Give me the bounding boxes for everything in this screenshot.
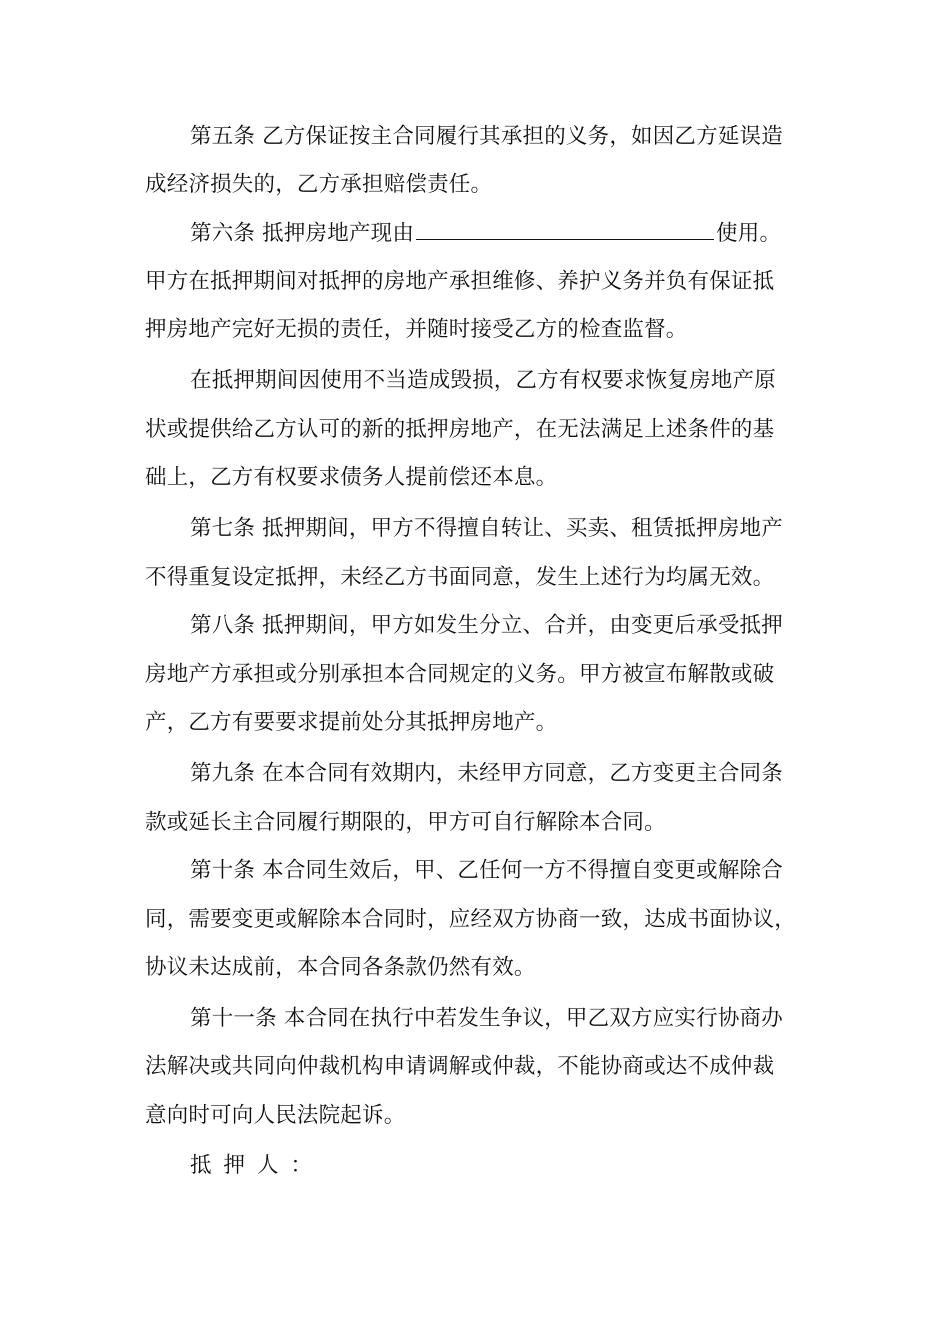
mortgagor-signature-label: 抵押人： [190,1153,325,1178]
article-11-line-3: 意向时可向人民法院起诉。 [145,1103,406,1128]
article-6-lead-text: 第六条 抵押房地产现由 [190,221,415,246]
article-5-line-2: 成经济损失的，乙方承担赔偿责任。 [145,172,493,197]
article-10-line-3: 协议未达成前，本合同各条款仍然有效。 [145,955,536,980]
article-11-line-1: 第十一条 本合同在执行中若发生争议，甲乙双方应实行协商办 [190,1006,783,1031]
article-6-line-3: 押房地产完好无损的责任，并随时接受乙方的检查监督。 [145,317,688,342]
article-6-line-2: 甲方在抵押期间对抵押的房地产承担维修、养护义务并负有保证抵 [145,269,775,294]
article-8-line-1: 第八条 抵押期间，甲方如发生分立、合并，由变更后承受抵押 [190,613,783,638]
article-10-line-1: 第十条 本合同生效后，甲、乙任何一方不得擅自变更或解除合 [190,858,783,883]
user-blank [416,219,714,240]
article-7-line-2: 不得重复设定抵押，未经乙方书面同意，发生上述行为均属无效。 [145,565,775,590]
damage-para-line-2: 状或提供给乙方认可的新的抵押房地产，在无法满足上述条件的基 [145,417,775,442]
article-9-line-2: 款或延长主合同履行期限的，甲方可自行解除本合同。 [145,810,666,835]
article-8-line-2: 房地产方承担或分别承担本合同规定的义务。甲方被宣布解散或破 [145,662,775,687]
damage-para-line-1: 在抵押期间因使用不当造成毁损，乙方有权要求恢复房地产原 [190,368,776,393]
article-9-line-1: 第九条 在本合同有效期内，未经甲方同意，乙方变更主合同条 [190,761,783,786]
article-6-trail-text: 使用。 [716,221,782,246]
article-5-line-1: 第五条 乙方保证按主合同履行其承担的义务，如因乙方延误造 [190,124,783,149]
article-7-line-1: 第七条 抵押期间，甲方不得擅自转让、买卖、租赁抵押房地产 [190,516,783,541]
article-8-line-3: 产，乙方有要要求提前处分其抵押房地产。 [145,710,558,735]
damage-para-line-3: 础上，乙方有权要求债务人提前偿还本息。 [145,465,558,490]
article-11-line-2: 法解决或共同向仲裁机构申请调解或仲裁，不能协商或达不成仲裁 [145,1054,775,1079]
article-10-line-2: 同，需要变更或解除本合同时，应经双方协商一致，达成书面协议， [145,907,797,932]
article-6-line-1 [190,219,781,249]
